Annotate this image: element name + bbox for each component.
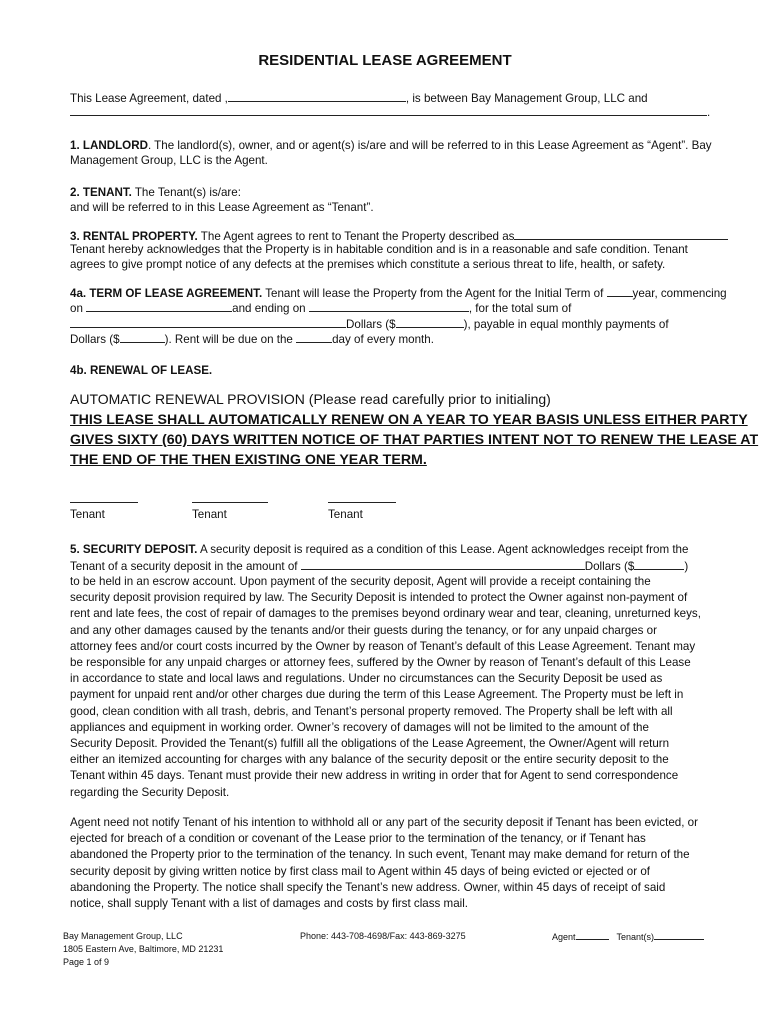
body-line: payment for unpaid rent and/or other charges due during the term of this Lease Agreement. The Property must be left in xyxy=(70,688,684,702)
footer-address: 1805 Eastern Ave, Baltimore, MD 21231 xyxy=(63,944,224,954)
tenant-initial-line-1[interactable] xyxy=(70,502,138,503)
section-1-line-2: Management Group, LLC is the Agent. xyxy=(70,154,268,167)
deposit-close-paren: ) xyxy=(684,560,689,573)
start-date-blank[interactable] xyxy=(86,300,232,312)
document-title: RESIDENTIAL LEASE AGREEMENT xyxy=(258,52,512,69)
body-line: Tenant within 45 days. Tenant must provide their new address in writing in order that for Agent to send correspondence xyxy=(70,769,679,783)
body-line: Agent need not notify Tenant of his intention to withhold all or any part of the security deposit if Tenant has been evicted, or xyxy=(70,816,698,829)
total-words-blank[interactable] xyxy=(70,316,346,328)
tenant-initial-line-3[interactable] xyxy=(328,502,396,503)
tenant-name-blank[interactable] xyxy=(70,104,707,116)
section-2-heading: 2. TENANT. xyxy=(70,186,132,199)
body-line: either an itemized accounting for charges with any balance of the security deposit or the entire security deposit to the xyxy=(70,753,669,767)
renewal-clause-line-3: THE END OF THE THEN EXISTING ONE YEAR TERM. xyxy=(70,452,427,468)
deposit-amount-text: Tenant of a security deposit in the amount of xyxy=(70,560,301,573)
body-line: be responsible for any unpaid charges or attorney fees, suffered by the Owner by reason of Tenant’s default of this Lease xyxy=(70,656,691,670)
body-line: rent and late fees, the cost of repair of damages to the premises beyond ordinary wear and tear, cleaning, unreturned keys, xyxy=(70,607,701,621)
on-text: on xyxy=(70,302,87,315)
intro-text-2: , is between Bay Management Group, LLC and xyxy=(405,92,648,105)
renewal-clause-line-2: GIVES SIXTY (60) DAYS WRITTEN NOTICE OF THAT PARTIES INTENT NOT TO RENEW THE LEASE AT xyxy=(70,432,759,448)
section-2-line-1 xyxy=(70,185,241,201)
section-3-line-3: agrees to give prompt notice of any defects at the premises which constitute a serious threat to life, health, or safety. xyxy=(70,258,666,271)
body-line: in accordance to state and local laws and regulations. Under no circumstances can the Security Deposit be used as xyxy=(70,672,663,686)
footer-agent-label: Agent xyxy=(552,932,576,942)
footer-phone: Phone: 443-708-4698/Fax: 443-869-3275 xyxy=(300,931,466,941)
body-line: to be held in an escrow account. Upon payment of the security deposit, Agent will provide a receipt containing the xyxy=(70,575,651,588)
section-4a-line-4 xyxy=(70,331,434,348)
footer-tenants-label: Tenant(s) xyxy=(616,932,655,942)
footer-company: Bay Management Group, LLC xyxy=(63,931,183,941)
footer-agent-blank[interactable] xyxy=(576,930,609,940)
intro-end: . xyxy=(707,106,711,119)
body-line: and any other damages caused by the tenants and/or their guests during the tenancy, or for any unpaid charges or xyxy=(70,623,657,637)
footer-tenants-blank[interactable] xyxy=(654,930,704,940)
total-sum-text: , for the total sum of xyxy=(468,302,572,315)
section-3-line-2: Tenant hereby acknowledges that the Property is in habitable condition and is in a reasonable and safe condition. Tenant xyxy=(70,243,688,256)
body-line: abandoning the Property. The notice shall specify the Tenant’s new address. Owner, within 45 days of receipt of said xyxy=(70,880,666,894)
section-4b-heading: 4b. RENEWAL OF LEASE. xyxy=(70,364,213,377)
section-4a-text-2: year, commencing xyxy=(632,287,727,300)
dollars-text: Dollars ($ xyxy=(346,318,396,331)
footer-initials xyxy=(552,930,704,944)
payable-text: ), payable in equal monthly payments of xyxy=(463,318,669,331)
rent-due-text: ). Rent will be due on the xyxy=(164,333,297,346)
body-line: appliances and equipment in working order. Owner’s recovery of damages will not be limited to the amount of the xyxy=(70,720,649,734)
body-line: attorney fees and/or court costs incurred by the Owner by reason of Tenant’s default of this Lease Agreement. Tenant may xyxy=(70,639,696,653)
property-blank[interactable] xyxy=(514,228,728,240)
deposit-dollars-text: Dollars ($ xyxy=(584,560,635,573)
monthly-amount-blank[interactable] xyxy=(120,331,165,343)
date-blank[interactable] xyxy=(228,90,406,102)
deposit-words-blank[interactable] xyxy=(301,558,585,570)
body-line: good, clean condition with all trash, debris, and Tenant’s personal property removed. The Property shall be left with all xyxy=(70,704,673,718)
footer-page-number: Page 1 of 9 xyxy=(63,957,110,967)
section-4a-line-2 xyxy=(70,300,571,317)
body-line: ejected for breach of a condition or covenant of the Lease prior to the termination of the tenancy, or if Tenant has xyxy=(70,832,646,846)
tenant-initial-label-3: Tenant xyxy=(328,508,363,521)
section-5-line-2 xyxy=(70,558,688,575)
intro-text: This Lease Agreement, dated , xyxy=(70,92,228,105)
body-line: security deposit provision required by law. The Security Deposit is intended to protect the Owner against non-payment of xyxy=(70,591,688,605)
body-line: abandoned the Property prior to the termination of the tenancy. In such event, Tenant may make demand for return of the xyxy=(70,848,690,862)
renewal-clause-line-1: THIS LEASE SHALL AUTOMATICALLY RENEW ON A YEAR TO YEAR BASIS UNLESS EITHER PARTY xyxy=(70,412,748,428)
section-5-text: A security deposit is required as a condition of this Lease. Agent acknowledges receipt from the xyxy=(197,543,689,556)
dollars-text-2: Dollars ($ xyxy=(70,333,120,346)
section-1-text: . The landlord(s), owner, and or agent(s) is/are and will be referred to in this Lease Agreement as “Agent”. Bay xyxy=(147,139,712,152)
section-3-heading: 3. RENTAL PROPERTY. xyxy=(70,230,198,243)
section-3-text: The Agent agrees to rent to Tenant the Property described as xyxy=(197,230,515,243)
section-4a-heading: 4a. TERM OF LEASE AGREEMENT. xyxy=(70,287,263,300)
body-line: notice, shall supply Tenant with a list of damages and costs by first class mail. xyxy=(70,897,469,911)
tenant-initial-label-1: Tenant xyxy=(70,508,105,521)
security-deposit-body xyxy=(70,574,710,801)
withhold-deposit-paragraph xyxy=(70,815,710,912)
section-1-line-1 xyxy=(70,138,712,154)
ending-text: and ending on xyxy=(232,302,309,315)
section-5-heading: 5. SECURITY DEPOSIT. xyxy=(70,543,198,556)
day-of-month-text: day of every month. xyxy=(332,333,434,346)
section-2-text: The Tenant(s) is/are: xyxy=(131,186,241,199)
due-day-blank[interactable] xyxy=(296,331,332,343)
tenant-initial-line-2[interactable] xyxy=(192,502,268,503)
intro-line-2 xyxy=(70,104,710,121)
body-line: Security Deposit. Provided the Tenant(s) fulfill all the obligations of the Lease Agreement, the Owner/Agent will return xyxy=(70,737,670,751)
body-line: regarding the Security Deposit. xyxy=(70,785,230,799)
renewal-provision-label: AUTOMATIC RENEWAL PROVISION (Please read carefully prior to initialing) xyxy=(70,391,551,407)
section-5-line-1 xyxy=(70,542,688,558)
end-date-blank[interactable] xyxy=(309,300,469,312)
section-1-heading: 1. LANDLORD xyxy=(70,139,148,152)
body-line: security deposit by giving written notice by first class mail to Agent within 45 days of being evicted or ejected or of xyxy=(70,864,650,878)
tenant-initial-label-2: Tenant xyxy=(192,508,227,521)
deposit-amount-blank[interactable] xyxy=(634,558,684,570)
section-2-line-2: and will be referred to in this Lease Agreement as “Tenant”. xyxy=(70,201,374,214)
term-years-blank[interactable] xyxy=(607,285,633,297)
total-amount-blank[interactable] xyxy=(396,316,464,328)
section-4a-text: Tenant will lease the Property from the Agent for the Initial Term of xyxy=(262,287,607,300)
